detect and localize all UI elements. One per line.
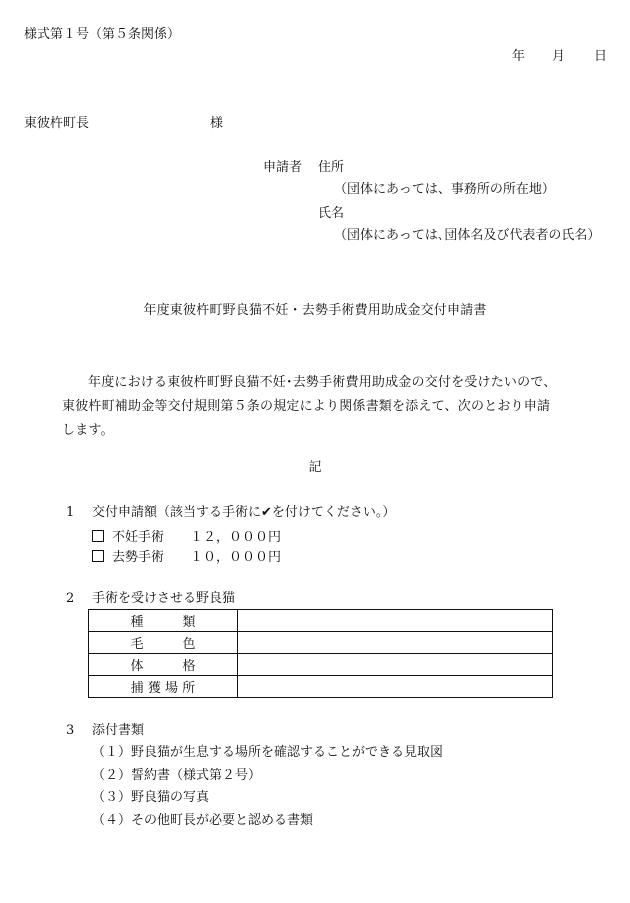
cat-info-table — [88, 609, 553, 698]
row-value-field[interactable] — [238, 676, 553, 698]
row-value-field[interactable] — [238, 654, 553, 676]
section-title: 交付申請額（該当する手術に✔を付けてください。） — [92, 505, 396, 520]
address-note: （団体にあっては、事務所の所在地） — [334, 182, 555, 197]
row-value-field[interactable] — [238, 632, 553, 654]
attachment-item: （１）野良猫が生息する場所を確認することができる見取図 — [92, 745, 444, 760]
option-amount: １２，０００円 — [190, 530, 282, 545]
date-month: 月 — [552, 49, 566, 64]
option-label: 去勢手術 — [112, 550, 165, 565]
ki-heading: 記 — [308, 460, 322, 475]
date-year: 年 — [512, 49, 526, 64]
section-number: 1 — [66, 505, 75, 520]
checkbox-castration[interactable] — [92, 550, 104, 562]
body-line: 年度における東彼杵町野良猫不妊･去勢手術費用助成金の交付を受けたいので、 — [88, 375, 557, 390]
table-row — [89, 610, 553, 632]
option-row — [92, 550, 281, 564]
option-row — [92, 530, 281, 544]
row-label: 種 類 — [89, 610, 238, 632]
applicant-label: 申請者 — [263, 160, 303, 175]
document-title: 年度東彼杵町野良猫不妊・去勢手術費用助成金交付申請書 — [143, 303, 487, 318]
attachment-item: （２）誓約書（様式第２号） — [92, 768, 262, 783]
address-label: 住所 — [318, 160, 345, 175]
table-row — [89, 632, 553, 654]
name-note: （団体にあっては､団体名及び代表者の氏名） — [334, 228, 601, 243]
addressee: 東彼杵町長 — [24, 116, 90, 131]
name-label: 氏名 — [318, 206, 345, 221]
table-row — [89, 654, 553, 676]
form-id: 様式第１号（第５条関係） — [24, 27, 181, 42]
section-number: 3 — [66, 723, 75, 738]
date-day: 日 — [594, 49, 608, 64]
row-value-field[interactable] — [238, 610, 553, 632]
addressee-suffix: 様 — [210, 116, 224, 131]
section-number: 2 — [66, 591, 75, 606]
option-label: 不妊手術 — [112, 530, 165, 545]
row-label: 毛 色 — [89, 632, 238, 654]
row-label: 捕 獲 場 所 — [89, 676, 238, 698]
section-title: 手術を受けさせる野良猫 — [92, 591, 236, 606]
section-title: 添付書類 — [92, 723, 145, 738]
table-row — [89, 676, 553, 698]
checkbox-sterilization[interactable] — [92, 530, 104, 542]
option-amount: １０，０００円 — [190, 550, 282, 565]
attachment-item: （４）その他町長が必要と認める書類 — [92, 813, 314, 828]
body-line: します。 — [62, 423, 114, 438]
attachment-item: （３）野良猫の写真 — [92, 790, 210, 805]
body-line: 東彼杵町補助金等交付規則第５条の規定により関係書類を添えて、次のとおり申請 — [62, 399, 551, 414]
body-text — [62, 371, 582, 443]
row-label: 体 格 — [89, 654, 238, 676]
